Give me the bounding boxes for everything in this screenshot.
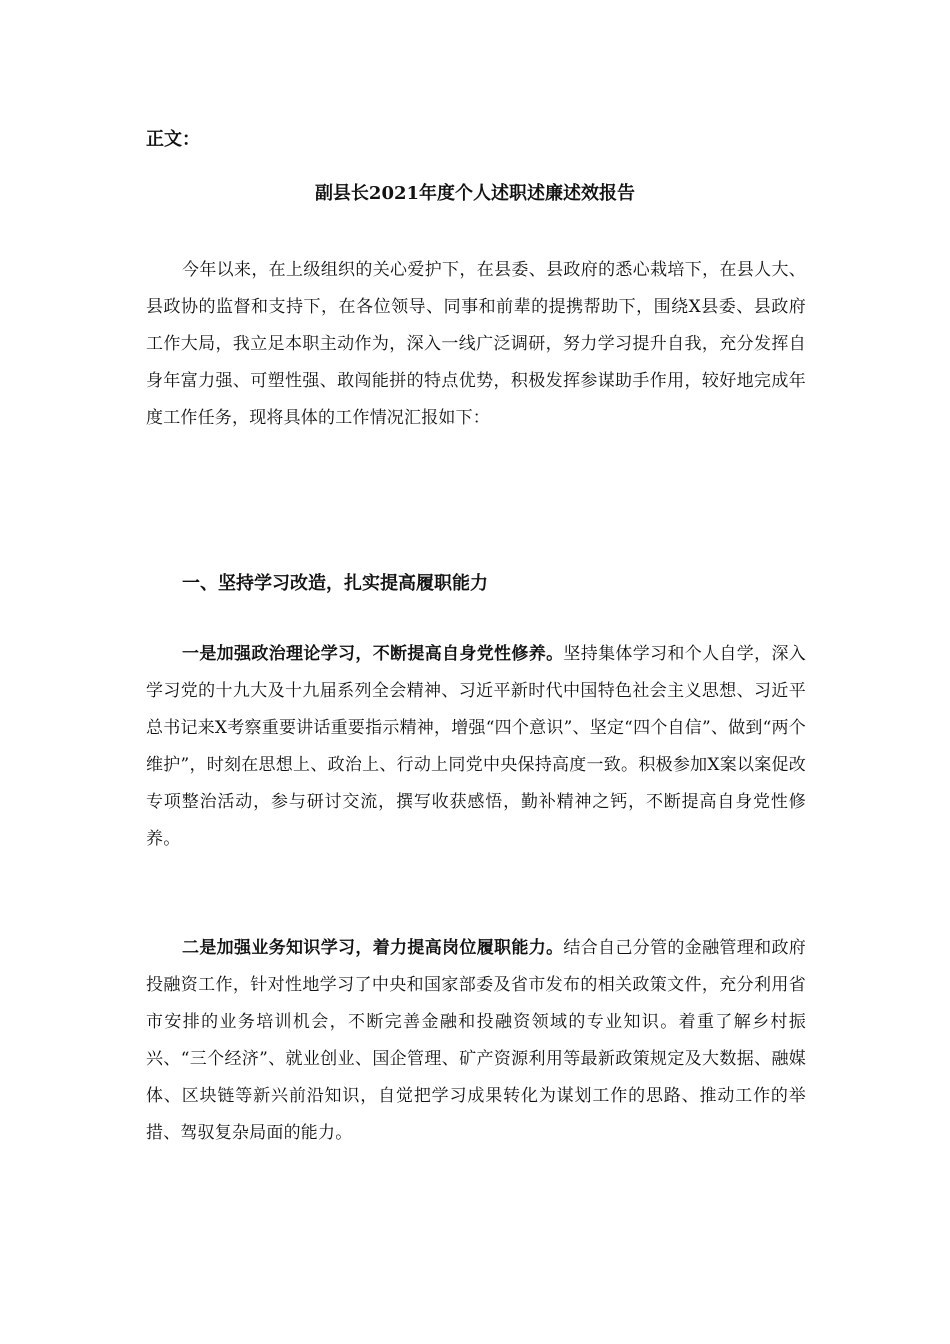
section-label: 正文： <box>146 129 200 150</box>
paragraph-2 <box>146 930 806 1152</box>
document-title: 副县长2021年度个人述职述廉述效报告 <box>314 183 636 204</box>
intro-paragraph: 今年以来，在上级组织的关心爱护下，在县委、县政府的悉心栽培下，在县人大、县政协的监督和支持下，在各位领导、同事和前辈的提携帮助下，围绕X县委、县政府工作大局，我立足本职主动作为，深入一线广泛调研，努力学习提升自我，充分发挥自身年富力强、可塑性强、敢闯能拼的特点优势，积极发挥参谋助手作用，较好地完成年度工作任务，现将具体的工作情况汇报如下： <box>146 260 806 428</box>
paragraph-2-lead: 二是加强业务知识学习，着力提高岗位履职能力。 <box>182 938 564 958</box>
paragraph-1-body: 坚持集体学习和个人自学，深入学习党的十九大及十九届系列全会精神、习近平新时代中国特色社会主义思想、习近平总书记来X考察重要讲话重要指示精神，增强“四个意识”、坚定“四个自信”、做到“两个维护”，时刻在思想上、政治上、行动上同党中央保持高度一致。积极参加X案以案促改专项整治活动，参与研讨交流，撰写收获感悟，勤补精神之钙，不断提高自身党性修养。 <box>146 644 806 849</box>
paragraph-1 <box>146 636 806 858</box>
paragraph-1-lead: 一是加强政治理论学习，不断提高自身党性修养。 <box>182 644 564 664</box>
section-heading-1: 一、坚持学习改造，扎实提高履职能力 <box>182 573 488 594</box>
paragraph-2-body: 结合自己分管的金融管理和政府投融资工作，针对性地学习了中央和国家部委及省市发布的相关政策文件，充分利用省市安排的业务培训机会，不断完善金融和投融资领域的专业知识。着重了解乡村振兴、“三个经济”、就业创业、国企管理、矿产资源利用等最新政策规定及大数据、融媒体、区块链等新兴前沿知识，自觉把学习成果转化为谋划工作的思路、推动工作的举措、驾驭复杂局面的能力。 <box>146 938 806 1143</box>
